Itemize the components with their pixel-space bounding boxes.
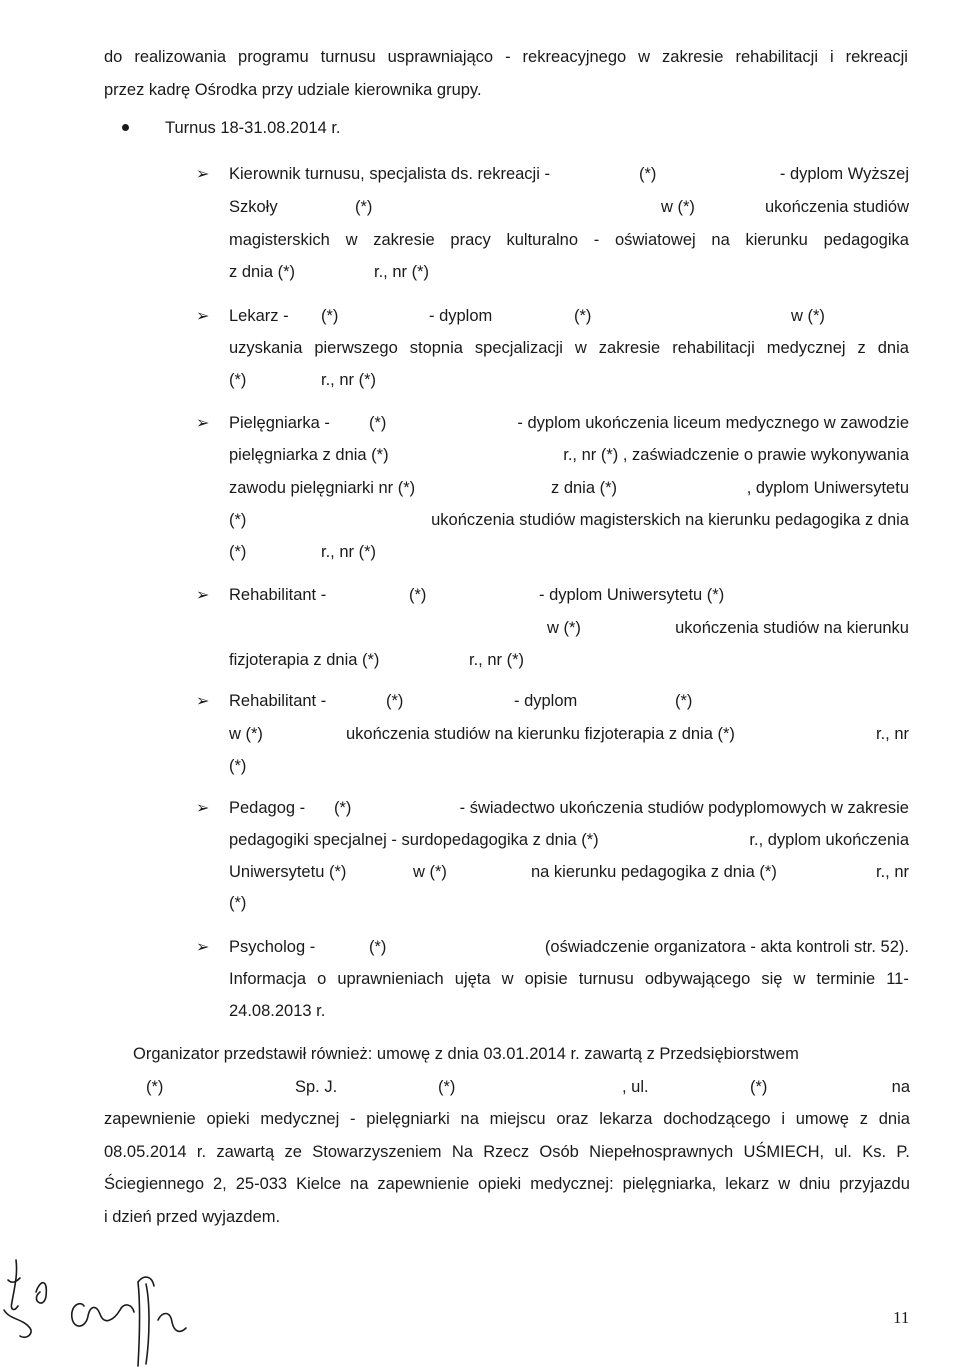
lekarz-line-2: uzyskania pierwszego stopnia specjalizacji w zakresie rehabilitacji medycznej z dnia <box>229 339 909 357</box>
arrow-bullet-icon: ➢ <box>196 306 210 325</box>
rehabilitant2-line-3: (*) <box>229 757 247 775</box>
rehabilitant2-line-2: w (*) ukończenia studiów na kierunku fizjoterapia z dnia (*) r., nr <box>229 725 909 743</box>
handwritten-signature <box>0 1240 260 1369</box>
psycholog-line-3: 24.08.2013 r. <box>229 1002 326 1020</box>
pielegniarka-line-5: (*) r., nr (*) <box>229 543 377 561</box>
pedagog-line-3: Uniwersytetu (*) w (*) na kierunku pedagogika z dnia (*) r., nr <box>229 863 909 881</box>
arrow-bullet-icon: ➢ <box>196 413 210 432</box>
kierownik-line-1: Kierownik turnusu, specjalista ds. rekreacji - (*) - dyplom Wyższej <box>229 165 909 183</box>
lekarz-line-3: (*) r., nr (*) <box>229 371 377 389</box>
pedagog-line-2: pedagogiki specjalnej - surdopedagogika z dnia (*) r., dyplom ukończenia <box>229 831 909 849</box>
pedagog-line-4: (*) <box>229 894 247 912</box>
arrow-bullet-icon: ➢ <box>196 798 210 817</box>
rehabilitant1-line-3: fizjoterapia z dnia (*) r., nr (*) <box>229 651 525 669</box>
kierownik-line-3: magisterskich w zakresie pracy kulturalno - oświatowej na kierunku pedagogika <box>229 231 909 249</box>
organizer-line-4: 08.05.2014 r. zawartą ze Stowarzyszeniem Na Rzecz Osób Niepełnosprawnych UŚMIECH, ul. Ks. P. <box>104 1143 910 1161</box>
rehabilitant2-line-1: Rehabilitant - (*) - dyplom (*) <box>229 692 693 710</box>
arrow-bullet-icon: ➢ <box>196 164 210 183</box>
pedagog-line-1: Pedagog - (*) - świadectwo ukończenia studiów podyplomowych w zakresie <box>229 799 909 817</box>
bullet-dot <box>122 124 129 131</box>
arrow-bullet-icon: ➢ <box>196 585 210 604</box>
pielegniarka-line-4: (*) ukończenia studiów magisterskich na kierunku pedagogika z dnia <box>229 511 909 529</box>
arrow-bullet-icon: ➢ <box>196 937 210 956</box>
organizer-line-3: zapewnienie opieki medycznej - pielęgniarki na miejscu oraz lekarza dochodzącego i umowę z dnia <box>104 1110 910 1128</box>
intro-line-2: przez kadrę Ośrodka przy udziale kierownika grupy. <box>104 81 482 99</box>
organizer-line-1: Organizator przedstawił również: umowę z dnia 03.01.2014 r. zawartą z Przedsiębiorstwem <box>133 1045 799 1063</box>
arrow-bullet-icon: ➢ <box>196 691 210 710</box>
pielegniarka-line-3: zawodu pielęgniarki nr (*) z dnia (*) , dyplom Uniwersytetu <box>229 479 909 497</box>
kierownik-line-4: z dnia (*) r., nr (*) <box>229 263 430 281</box>
organizer-line-2: (*) Sp. J. (*) , ul. (*) na <box>146 1078 910 1096</box>
turnus-heading: Turnus 18-31.08.2014 r. <box>165 119 341 137</box>
lekarz-line-1: Lekarz - (*) - dyplom (*) w (*) <box>229 307 825 325</box>
psycholog-line-2: Informacja o uprawnieniach ujęta w opisie turnusu odbywającego się w terminie 11- <box>229 970 909 988</box>
intro-line-1: do realizowania programu turnusu usprawniająco - rekreacyjnego w zakresie rehabilitacji i rekreacji <box>104 48 908 66</box>
organizer-line-6: i dzień przed wyjazdem. <box>104 1208 281 1226</box>
page-number: 11 <box>893 1308 910 1327</box>
rehabilitant1-line-1: Rehabilitant - (*) - dyplom Uniwersytetu (*) <box>229 586 725 604</box>
kierownik-line-2: Szkoły (*) w (*) ukończenia studiów <box>229 198 909 216</box>
psycholog-line-1: Psycholog - (*) (oświadczenie organizatora - akta kontroli str. 52). <box>229 938 909 956</box>
pielegniarka-line-1: Pielęgniarka - (*) - dyplom ukończenia liceum medycznego w zawodzie <box>229 414 909 432</box>
pielegniarka-line-2: pielęgniarka z dnia (*) r., nr (*) , zaświadczenie o prawie wykonywania <box>229 446 909 464</box>
organizer-line-5: Ściegiennego 2, 25-033 Kielce na zapewnienie opieki medycznej: pielęgniarka, lekarz w dniu przyjazdu <box>104 1175 910 1193</box>
